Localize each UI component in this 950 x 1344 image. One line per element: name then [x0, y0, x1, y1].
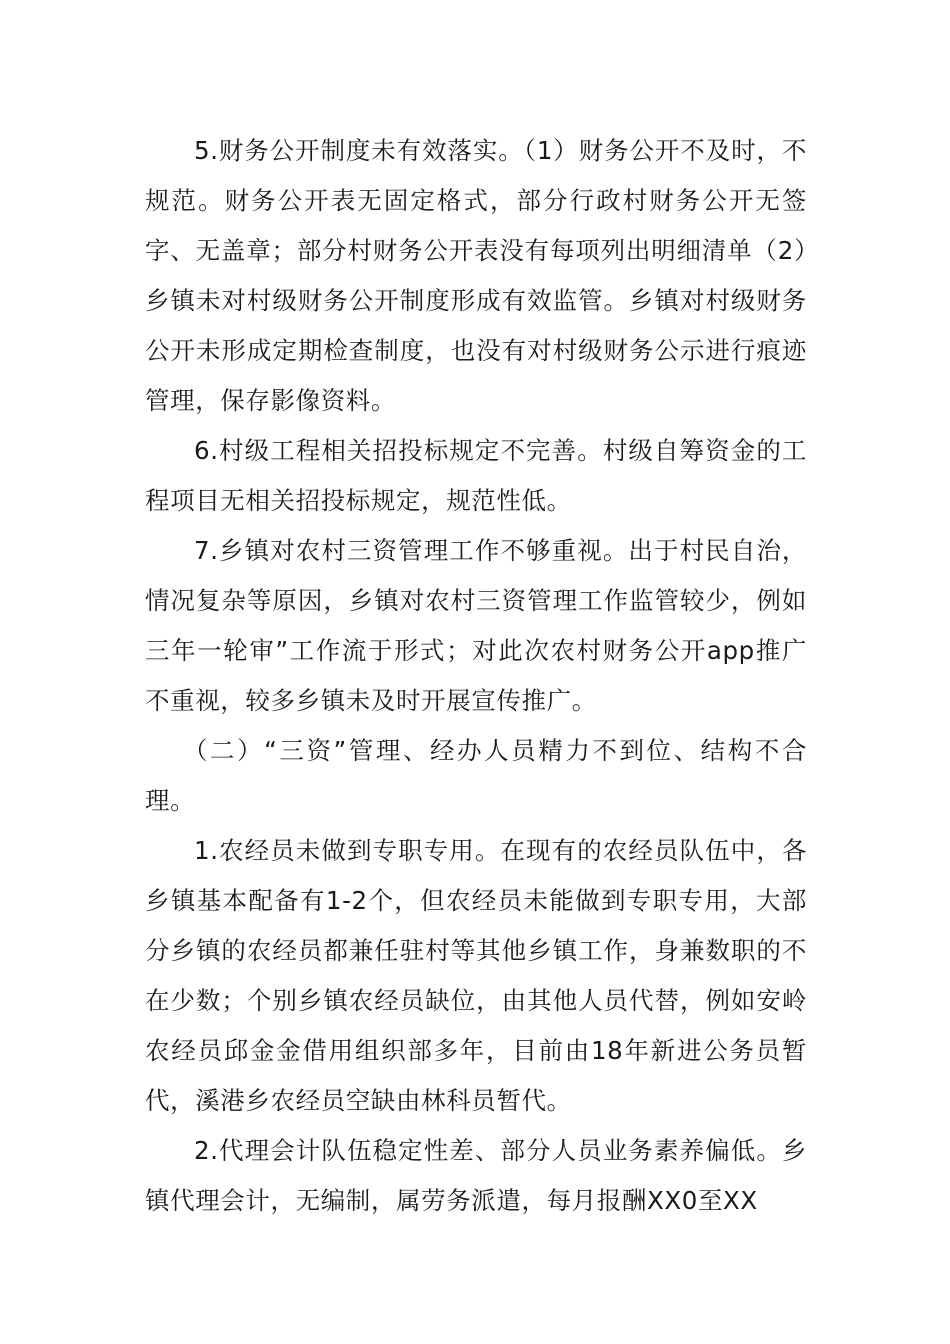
paragraph-bidding-rules: 6.村级工程相关招投标规定不完善。村级自筹资金的工程项目无相关招投标规定，规范性低。 [145, 436, 807, 515]
section-heading-staffing: （二）“三资”管理、经办人员精力不到位、结构不合理。 [145, 736, 807, 815]
paragraph-agent-accountants: 2.代理会计队伍稳定性差、部分人员业务素养偏低。乡镇代理会计，无编制，属劳务派遣，每月报酬XX0至XX [145, 1136, 807, 1215]
document-body [145, 126, 807, 1226]
paragraph-agricultural-staff: 1.农经员未做到专职专用。在现有的农经员队伍中，各乡镇基本配备有1-2个，但农经员未能做到专职专用，大部分乡镇的农经员都兼任驻村等其他乡镇工作，身兼数职的不在少数；个别乡镇农经员缺位，由其他人员代替，例如安岭农经员邱金金借用组织部多年，目前由18年新进公务员暂代，溪港乡农经员空缺由林科员暂代。 [145, 836, 807, 1115]
paragraph-township-attention: 7.乡镇对农村三资管理工作不够重视。出于村民自治，情况复杂等原因，乡镇对农村三资管理工作监管较少，例如三年一轮审”工作流于形式；对此次农村财务公开app推广不重视，较多乡镇未及时开展宣传推广。 [145, 536, 807, 715]
paragraph-finance-disclosure: 5.财务公开制度未有效落实。（1）财务公开不及时，不规范。财务公开表无固定格式，部分行政村财务公开无签字、无盖章；部分村财务公开表没有每项列出明细清单（2）乡镇未对村级财务公开制度形成有效监管。乡镇对村级财务公开未形成定期检查制度，也没有对村级财务公示进行痕迹管理，保存影像资料。 [145, 136, 807, 415]
